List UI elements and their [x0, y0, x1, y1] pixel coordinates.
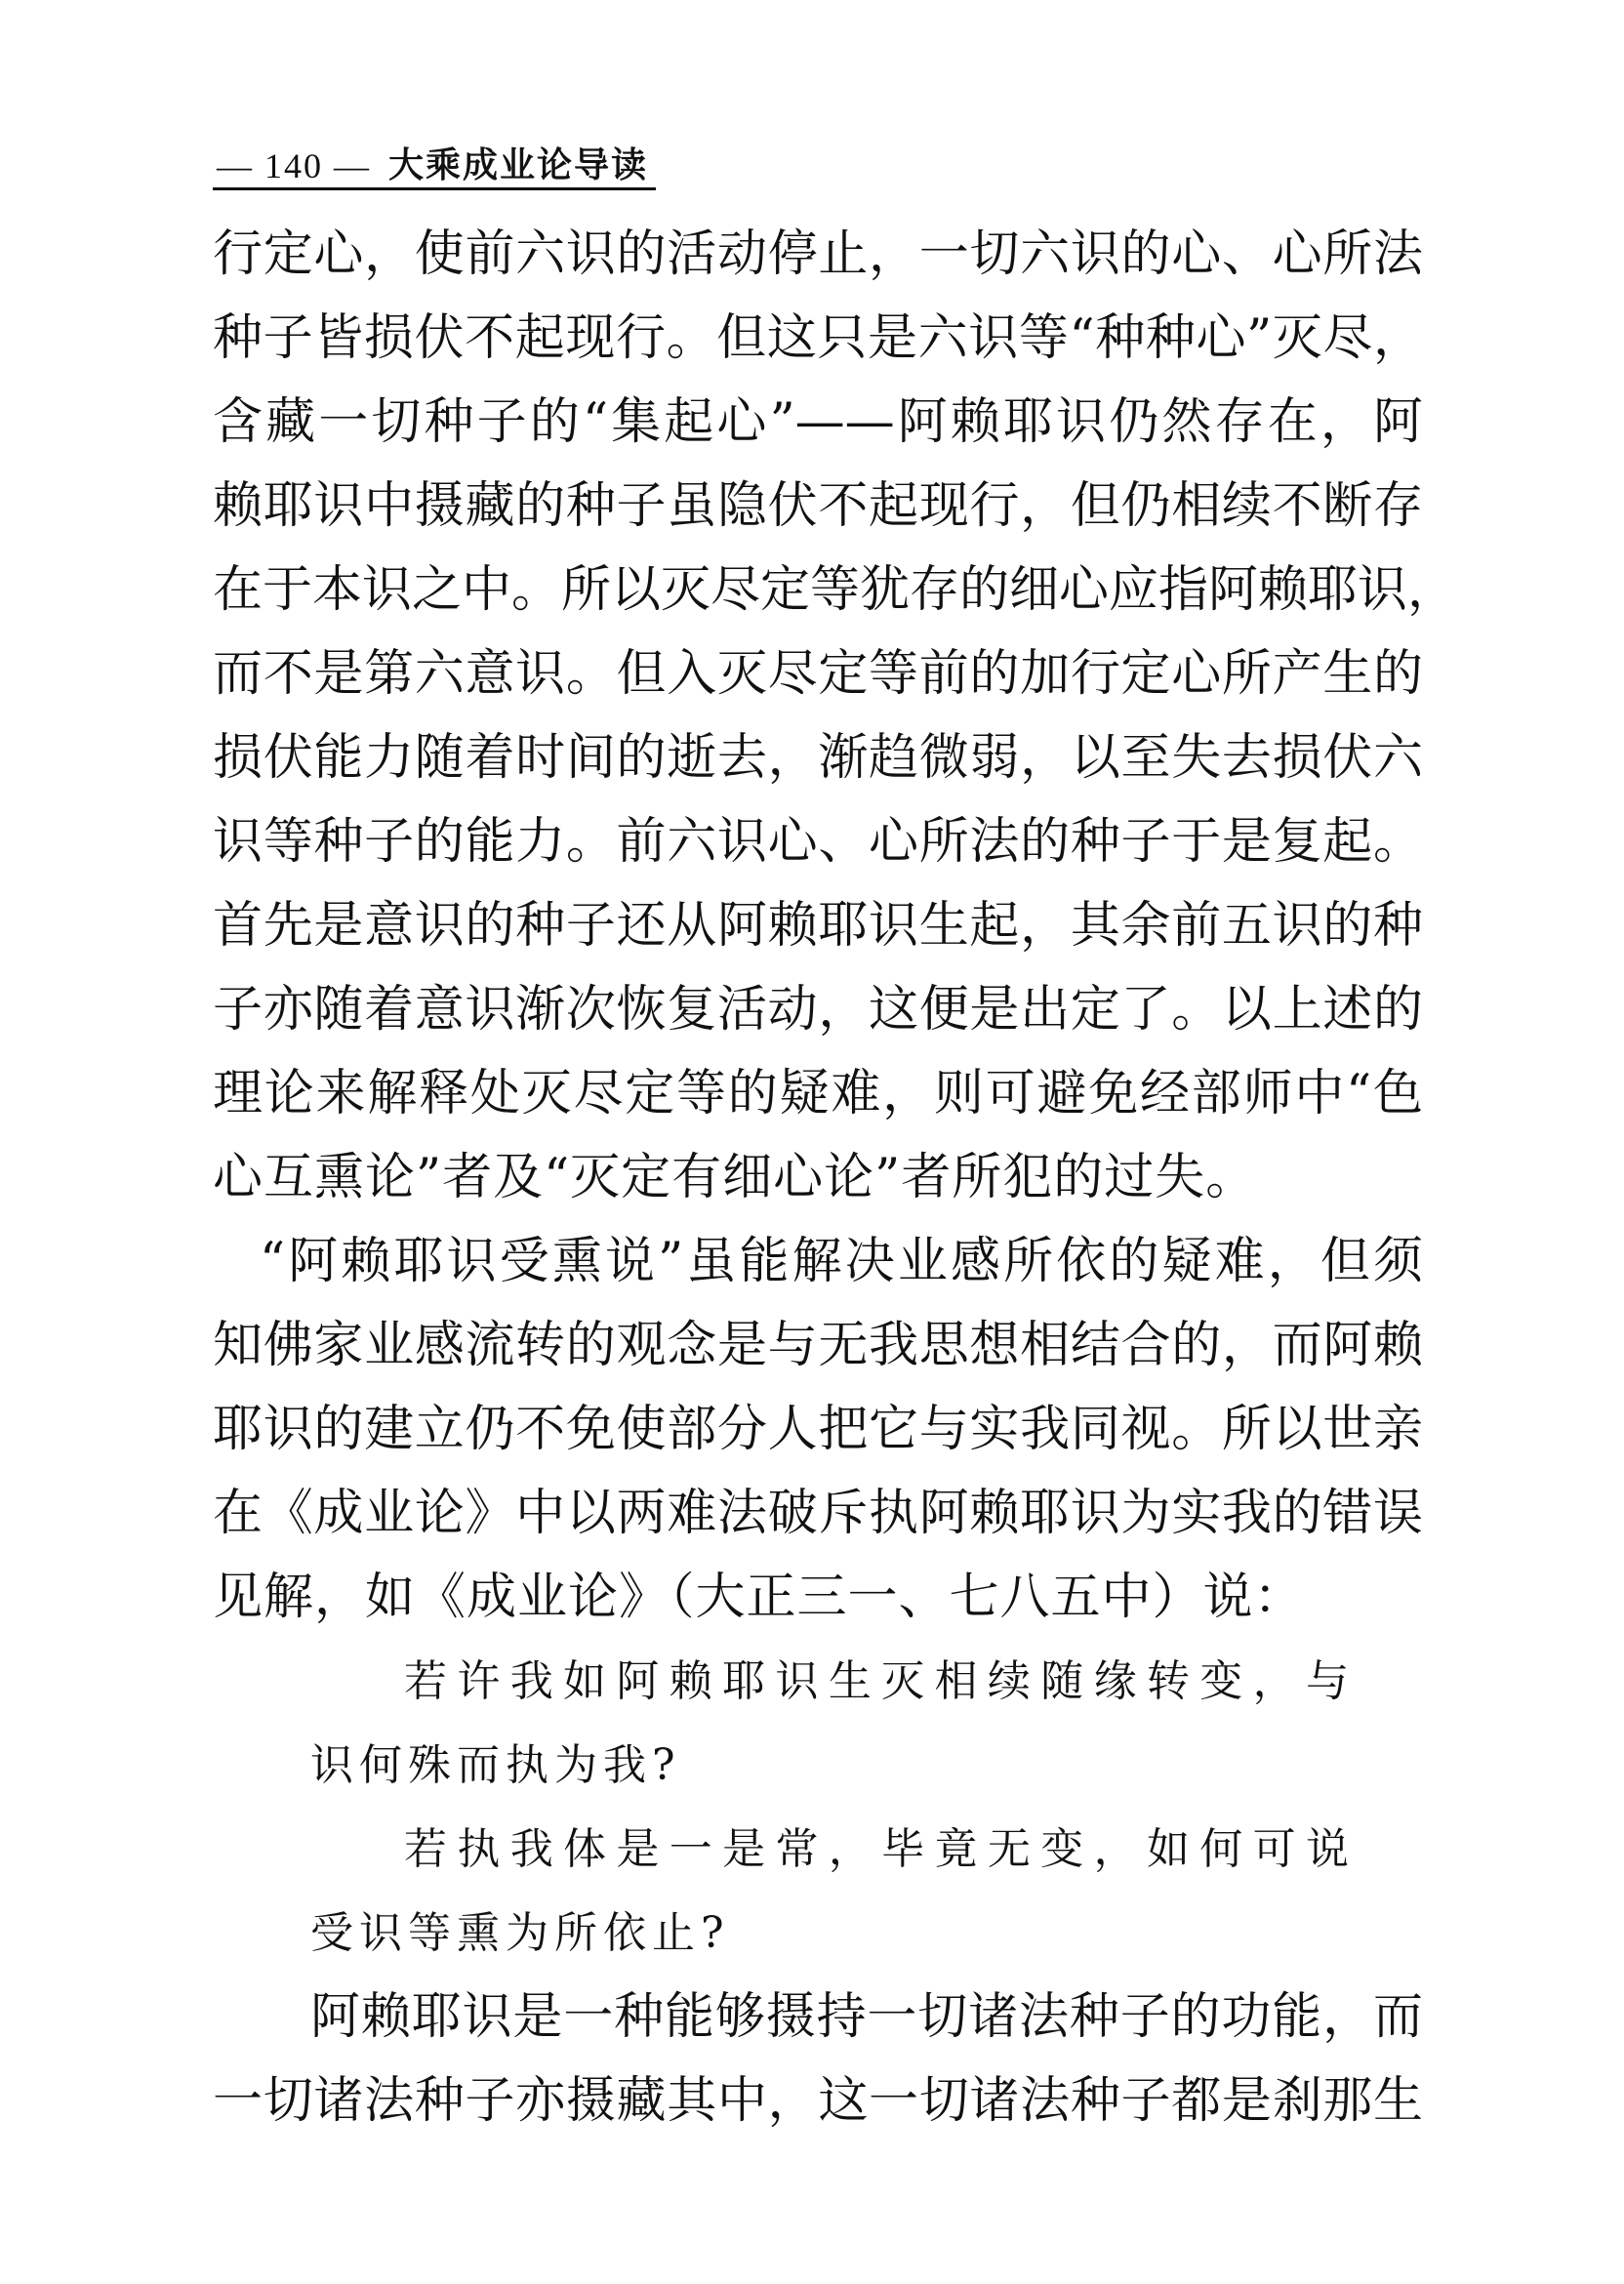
text-line: 理论来解释处灭尽定等的疑难，则可避免经部师中“色 [213, 1065, 1423, 1122]
text-line: 行定心，使前六识的活动停止，一切六识的心、心所法 [213, 225, 1423, 283]
quote-line: 受识等熏为所依止? [310, 1908, 730, 1958]
text-line: 识等种子的能力。前六识心、心所法的种子于是复起。 [213, 813, 1423, 871]
paragraph-first-line: “阿赖耶识受熏说”虽能解决业感所依的疑难，但须 [260, 1233, 1423, 1290]
text-line: 在《成业论》中以两难法破斥执阿赖耶识为实我的错误 [213, 1485, 1423, 1542]
quote-line: 识何殊而执为我? [310, 1740, 681, 1790]
quote-line: 若执我体是一是常，毕竟无变，如何可说 [404, 1824, 1355, 1874]
text-line: 损伏能力随着时间的逝去，渐趋微弱，以至失去损伏六 [213, 729, 1423, 787]
header-rule [213, 187, 656, 190]
text-line: 见解，如《成业论》（大正三一、七八五中）说： [213, 1569, 1305, 1626]
page-number: — 140 — [217, 146, 371, 185]
quote-line: 若许我如阿赖耶识生灭相续随缘转变，与 [404, 1656, 1355, 1706]
text-line: 一切诸法种子亦摄藏其中，这一切诸法种子都是刹那生 [213, 2072, 1423, 2130]
text-line: 含藏一切种子的“集起心”——阿赖耶识仍然存在，阿 [213, 393, 1423, 451]
text-line: 子亦随着意识渐次恢复活动，这便是出定了。以上述的 [213, 981, 1423, 1039]
text-line: 心互熏论”者及“灭定有细心论”者所犯的过失。 [213, 1149, 1257, 1206]
running-header [217, 115, 648, 184]
text-line: 在于本识之中。所以灭尽定等犹存的细心应指阿赖耶识， [213, 561, 1458, 619]
text-line: 知佛家业感流转的观念是与无我思想相结合的，而阿赖 [213, 1317, 1423, 1374]
paragraph-first-line: 阿赖耶识是一种能够摄持一切诸法种子的功能，而 [310, 1988, 1423, 2046]
text-line: 首先是意识的种子还从阿赖耶识生起，其余前五识的种 [213, 897, 1423, 955]
body-text [213, 213, 1458, 2143]
book-title: 大乘成业论导读 [388, 145, 649, 185]
text-line: 而不是第六意识。但入灭尽定等前的加行定心所产生的 [213, 645, 1423, 703]
text-line: 赖耶识中摄藏的种子虽隐伏不起现行，但仍相续不断存 [213, 477, 1423, 535]
text-line: 种子皆损伏不起现行。但这只是六识等“种种心”灭尽， [213, 309, 1423, 367]
text-line: 耶识的建立仍不免使部分人把它与实我同视。所以世亲 [213, 1401, 1423, 1458]
